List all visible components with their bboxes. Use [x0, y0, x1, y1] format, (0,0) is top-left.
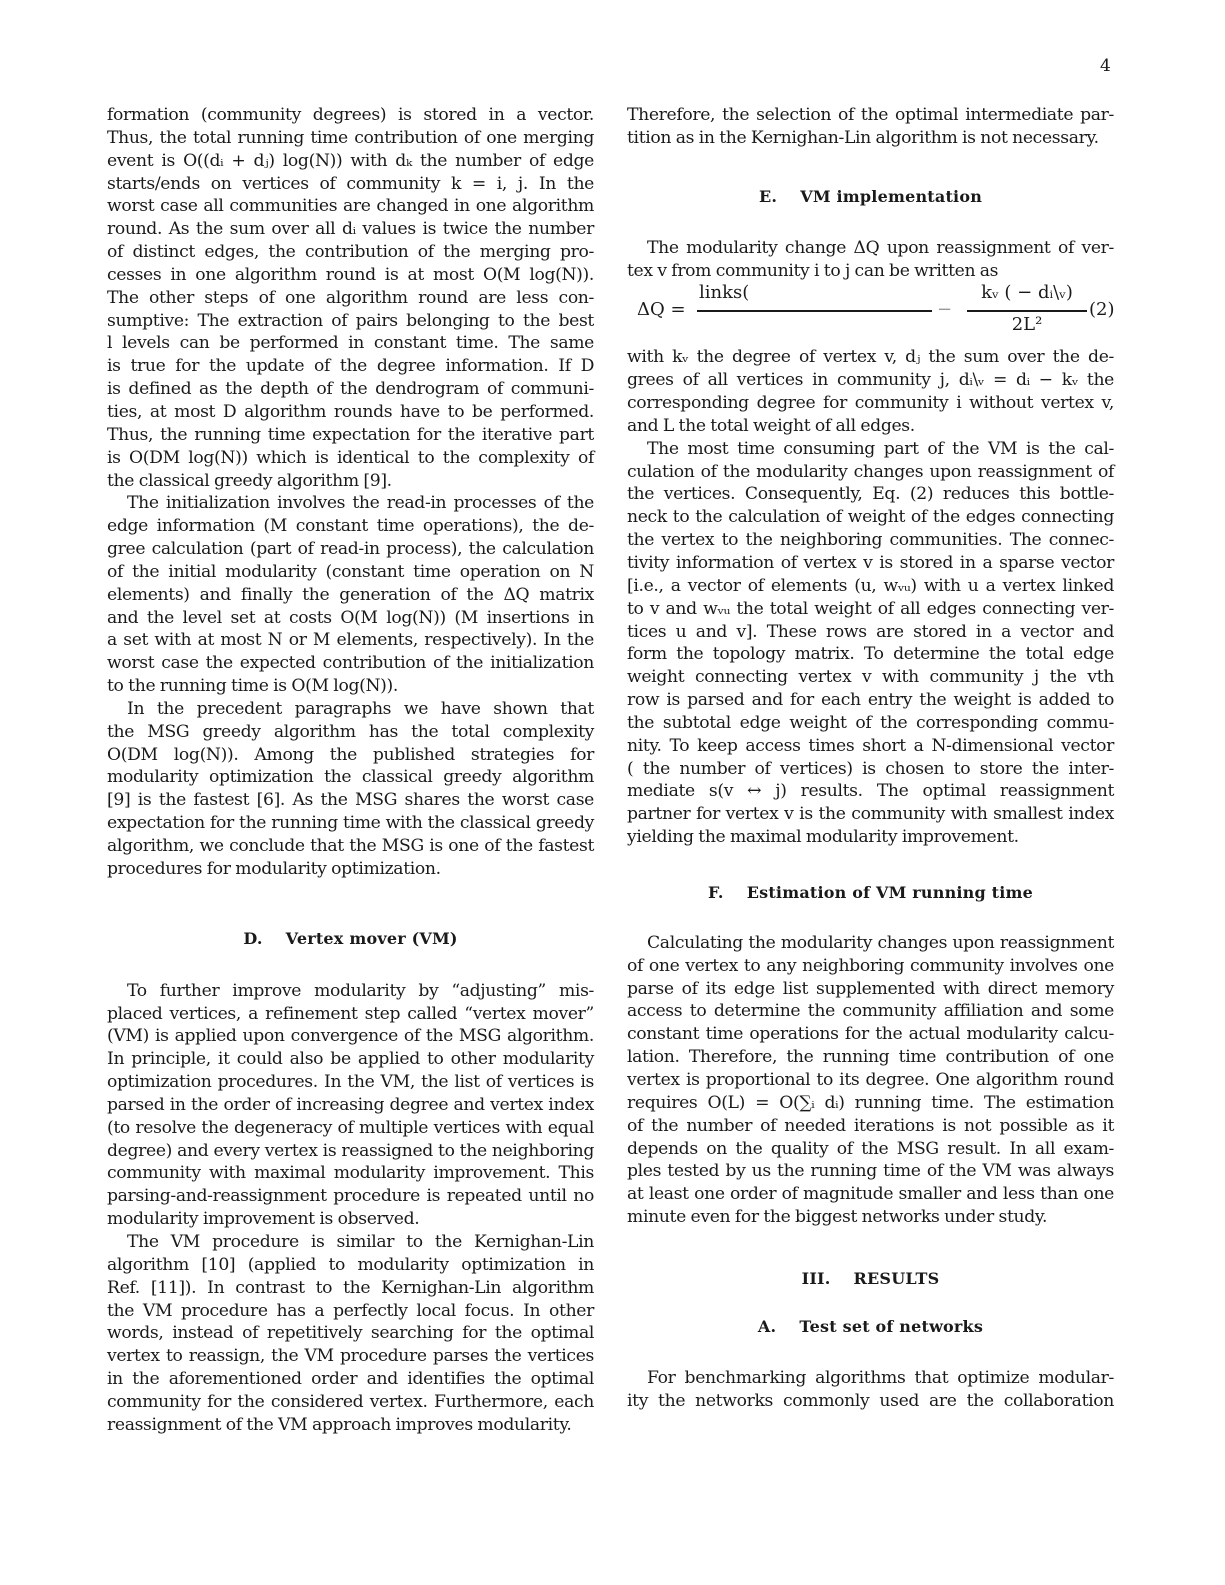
- text-line: tition as in the Kernighan-Lin algorithm is not necessary.: [627, 127, 1099, 148]
- paragraph-initialization: [107, 492, 594, 698]
- text-line: The VM procedure is similar to the Kernighan-Lin: [127, 1231, 594, 1252]
- text-line: O(DM log(N)). Among the published strategies for: [107, 744, 594, 765]
- text-line: modularity optimization the classical greedy algorithm: [107, 767, 594, 788]
- text-line: parsed in the order of increasing degree and vertex index: [107, 1094, 594, 1115]
- text-line: and L the total weight of all edges.: [627, 415, 915, 436]
- text-line: to the running time is O(M log(N)).: [107, 676, 398, 697]
- spacer: [627, 1293, 1114, 1317]
- text-line: In principle, it could also be applied to other modularity: [107, 1049, 594, 1070]
- text-line: algorithm [10] (applied to modularity optimization in: [107, 1254, 594, 1275]
- section-heading-results: III. RESULTS: [801, 1268, 940, 1288]
- text-line: with kᵥ the degree of vertex v, dⱼ the sum over the de-: [627, 347, 1114, 368]
- equation-lhs: ΔQ =: [637, 299, 686, 321]
- text-line: is defined as the depth of the dendrogram of communi-: [107, 379, 594, 400]
- text-line: tex v from community i to j can be written as: [627, 260, 999, 281]
- text-line: of the initial modularity (constant time operation on N: [107, 561, 594, 582]
- page-number: 4: [1100, 56, 1111, 76]
- spacer: [627, 849, 1114, 883]
- text-line: formation (community degrees) is stored in a vector.: [107, 105, 594, 125]
- paragraph-vm-kernighan-lin: [107, 1231, 594, 1437]
- text-line: lation. Therefore, the running time contribution of one: [627, 1047, 1114, 1068]
- text-line: of distinct edges, the contribution of the merging pro-: [107, 242, 594, 263]
- text-line: [i.e., a vector of elements (u, wᵥᵤ) with u a vertex linked: [627, 575, 1114, 596]
- paragraph-merging-cost: [107, 104, 594, 492]
- text-line: The other steps of one algorithm round are less con-: [107, 287, 594, 308]
- paragraph-total-complexity: [107, 698, 594, 881]
- text-line: l levels can be performed in constant time. The same: [107, 333, 594, 354]
- paragraph-vm-implementation: [627, 237, 1114, 283]
- equation-numerator-2: kᵥ ( − dᵢ\ᵥ): [981, 282, 1073, 304]
- text-line: of one vertex to any neighboring community involves one: [627, 955, 1114, 976]
- equation-2: [627, 282, 1114, 340]
- fraction-bar: [697, 310, 932, 312]
- text-line: The initialization involves the read-in processes of the: [127, 493, 594, 514]
- text-line: algorithm, we conclude that the MSG is one of the fastest: [107, 836, 594, 856]
- text-line: and the level set at costs O(M log(N)) (M insertions in: [107, 607, 594, 628]
- text-line: parsing-and-reassignment procedure is repeated until no: [107, 1186, 594, 1207]
- text-line: requires O(L) = O(∑ᵢ dᵢ) running time. The estimation: [627, 1092, 1114, 1113]
- text-line: community with maximal modularity improvement. This: [107, 1163, 594, 1184]
- text-line: community for the considered vertex. Furthermore, each: [107, 1391, 594, 1412]
- equation-numerator-1: links(: [699, 282, 750, 304]
- spacer: [627, 1229, 1114, 1269]
- right-column: [627, 104, 1114, 1413]
- text-line: round. As the sum over all dᵢ values is twice the number: [107, 219, 594, 240]
- paragraph-time-consuming: [627, 438, 1114, 849]
- text-line: in the aforementioned order and identifies the optimal: [107, 1369, 594, 1390]
- text-line: procedures for modularity optimization.: [107, 858, 441, 879]
- equation-number: (2): [1089, 299, 1115, 321]
- text-line: Ref. [11]). In contrast to the Kernighan-Lin algorithm: [107, 1277, 594, 1298]
- text-line: event is O((dᵢ + dⱼ) log(N)) with dₖ the number of edge: [107, 150, 594, 171]
- text-line: vertex is proportional to its degree. One algorithm round: [627, 1070, 1114, 1090]
- text-line: modularity improvement is observed.: [107, 1209, 420, 1230]
- text-line: to v and wᵥᵤ the total weight of all edges connecting ver-: [627, 598, 1114, 619]
- text-line: the vertices. Consequently, Eq. (2) reduces this bottle-: [627, 484, 1114, 505]
- text-line: edge information (M constant time operations), the de-: [107, 516, 594, 537]
- text-line: gree calculation (part of read-in process), the calculation: [107, 539, 594, 560]
- paragraph-definitions: [627, 346, 1114, 437]
- text-line: cesses in one algorithm round is at most O(M log(N)).: [107, 264, 594, 285]
- equation-minus: −: [937, 299, 953, 321]
- text-line: ples tested by us the running time of the VM was always: [627, 1161, 1114, 1182]
- text-line: is true for the update of the degree information. If D: [107, 356, 594, 377]
- text-line: sumptive: The extraction of pairs belonging to the best: [107, 310, 594, 331]
- section-heading-d: D. Vertex mover (VM): [243, 928, 458, 948]
- text-line: neck to the calculation of weight of the edges connecting: [627, 507, 1114, 528]
- text-line: form the topology matrix. To determine the total edge: [627, 644, 1114, 665]
- text-line: degree) and every vertex is reassigned to the neighboring: [107, 1140, 594, 1161]
- section-heading-f: F. Estimation of VM running time: [707, 882, 1034, 902]
- text-line: the classical greedy algorithm [9].: [107, 470, 392, 491]
- text-line: access to determine the community affiliation and some: [627, 1001, 1114, 1022]
- text-line: grees of all vertices in community j, dᵢ\ᵥ = dᵢ − kᵥ the: [627, 370, 1114, 391]
- text-line: ity the networks commonly used are the collaboration: [627, 1390, 1114, 1411]
- text-line: worst case the expected contribution of the initialization: [107, 653, 594, 674]
- text-line: parse of its edge list supplemented with direct memory: [627, 978, 1114, 999]
- text-line: To further improve modularity by “adjusting” mis-: [127, 980, 594, 1001]
- text-line: In the precedent paragraphs we have shown that: [127, 698, 594, 719]
- text-line: at least one order of magnitude smaller and less than one: [627, 1184, 1114, 1205]
- text-line: The modularity change ΔQ upon reassignment of ver-: [647, 237, 1114, 258]
- left-column: [107, 104, 594, 1437]
- spacer: [107, 953, 594, 980]
- text-line: constant time operations for the actual modularity calcu-: [627, 1024, 1114, 1045]
- text-line: nity. To keep access times short a N-dimensional vector: [627, 735, 1114, 756]
- text-line: Thus, the running time expectation for the iterative part: [107, 424, 594, 445]
- text-line: the VM procedure has a perfectly local focus. In other: [107, 1300, 594, 1321]
- text-line: [9] is the fastest [6]. As the MSG shares the worst case: [107, 790, 594, 811]
- text-line: tivity information of vertex v is stored in a sparse vector: [627, 552, 1114, 573]
- section-heading-a: A. Test set of networks: [757, 1316, 984, 1336]
- spacer: [107, 881, 594, 929]
- paragraph-kl-continuation: [627, 104, 1114, 150]
- spacer: [627, 150, 1114, 187]
- text-line: worst case all communities are changed in one algorithm: [107, 196, 594, 217]
- text-line: (VM) is applied upon convergence of the MSG algorithm.: [107, 1026, 594, 1047]
- section-heading-e: E. VM implementation: [758, 186, 983, 206]
- text-line: tices u and v]. These rows are stored in a vector and: [627, 621, 1114, 642]
- text-line: the subtotal edge weight of the corresponding commu-: [627, 712, 1114, 733]
- text-line: Thus, the total running time contribution of one merging: [107, 127, 594, 148]
- text-line: row is parsed and for each entry the weight is added to: [627, 690, 1114, 711]
- text-line: partner for vertex v is the community with smallest index: [627, 804, 1114, 825]
- text-line: weight connecting vertex v with community j the vth: [627, 667, 1114, 688]
- text-line: yielding the maximal modularity improvement.: [627, 827, 1019, 848]
- text-line: elements) and finally the generation of the ΔQ matrix: [107, 584, 594, 605]
- fraction-bar: [967, 310, 1087, 312]
- text-line: The most time consuming part of the VM is the cal-: [647, 438, 1114, 459]
- text-line: reassignment of the VM approach improves modularity.: [107, 1414, 572, 1435]
- equation-denominator-2: 2L²: [1011, 314, 1043, 336]
- text-line: words, instead of repetitively searching for the optimal: [107, 1323, 594, 1344]
- spacer: [627, 1341, 1114, 1367]
- text-line: expectation for the running time with the classical greedy: [107, 813, 594, 834]
- equation-fraction-1: [697, 282, 932, 303]
- text-line: ( the number of vertices) is chosen to store the inter-: [627, 758, 1114, 779]
- text-line: is O(DM log(N)) which is identical to the complexity of: [107, 447, 594, 468]
- text-line: Calculating the modularity changes upon reassignment: [647, 932, 1114, 953]
- text-line: starts/ends on vertices of community k = i, j. In the: [107, 173, 594, 194]
- text-line: (to resolve the degeneracy of multiple vertices with equal: [107, 1117, 594, 1138]
- text-line: minute even for the biggest networks under study.: [627, 1207, 1048, 1228]
- text-line: culation of the modularity changes upon reassignment of: [627, 461, 1114, 482]
- spacer: [627, 211, 1114, 237]
- text-line: of the number of needed iterations is not possible as it: [627, 1115, 1114, 1136]
- text-line: ties, at most D algorithm rounds have to be performed.: [107, 401, 594, 422]
- text-line: vertex to reassign, the VM procedure parses the vertices: [107, 1346, 594, 1367]
- paragraph-vm-intro: [107, 980, 594, 1231]
- text-line: mediate s(v ↔ j) results. The optimal reassignment: [627, 781, 1114, 802]
- text-line: a set with at most N or M elements, respectively). In the: [107, 630, 594, 651]
- text-line: For benchmarking algorithms that optimize modular-: [647, 1367, 1114, 1388]
- paragraph-estimation: [627, 932, 1114, 1229]
- paragraph-benchmark: [627, 1367, 1114, 1413]
- text-line: the vertex to the neighboring communities. The connec-: [627, 530, 1114, 551]
- text-line: Therefore, the selection of the optimal intermediate par-: [627, 105, 1114, 125]
- text-line: the MSG greedy algorithm has the total complexity: [107, 721, 594, 742]
- spacer: [627, 907, 1114, 932]
- text-line: placed vertices, a refinement step called “vertex mover”: [107, 1003, 594, 1024]
- equation-fraction-2: [967, 282, 1087, 336]
- text-line: depends on the quality of the MSG result. In all exam-: [627, 1138, 1114, 1159]
- text-line: corresponding degree for community i without vertex v,: [627, 393, 1114, 414]
- text-line: optimization procedures. In the VM, the list of vertices is: [107, 1072, 594, 1093]
